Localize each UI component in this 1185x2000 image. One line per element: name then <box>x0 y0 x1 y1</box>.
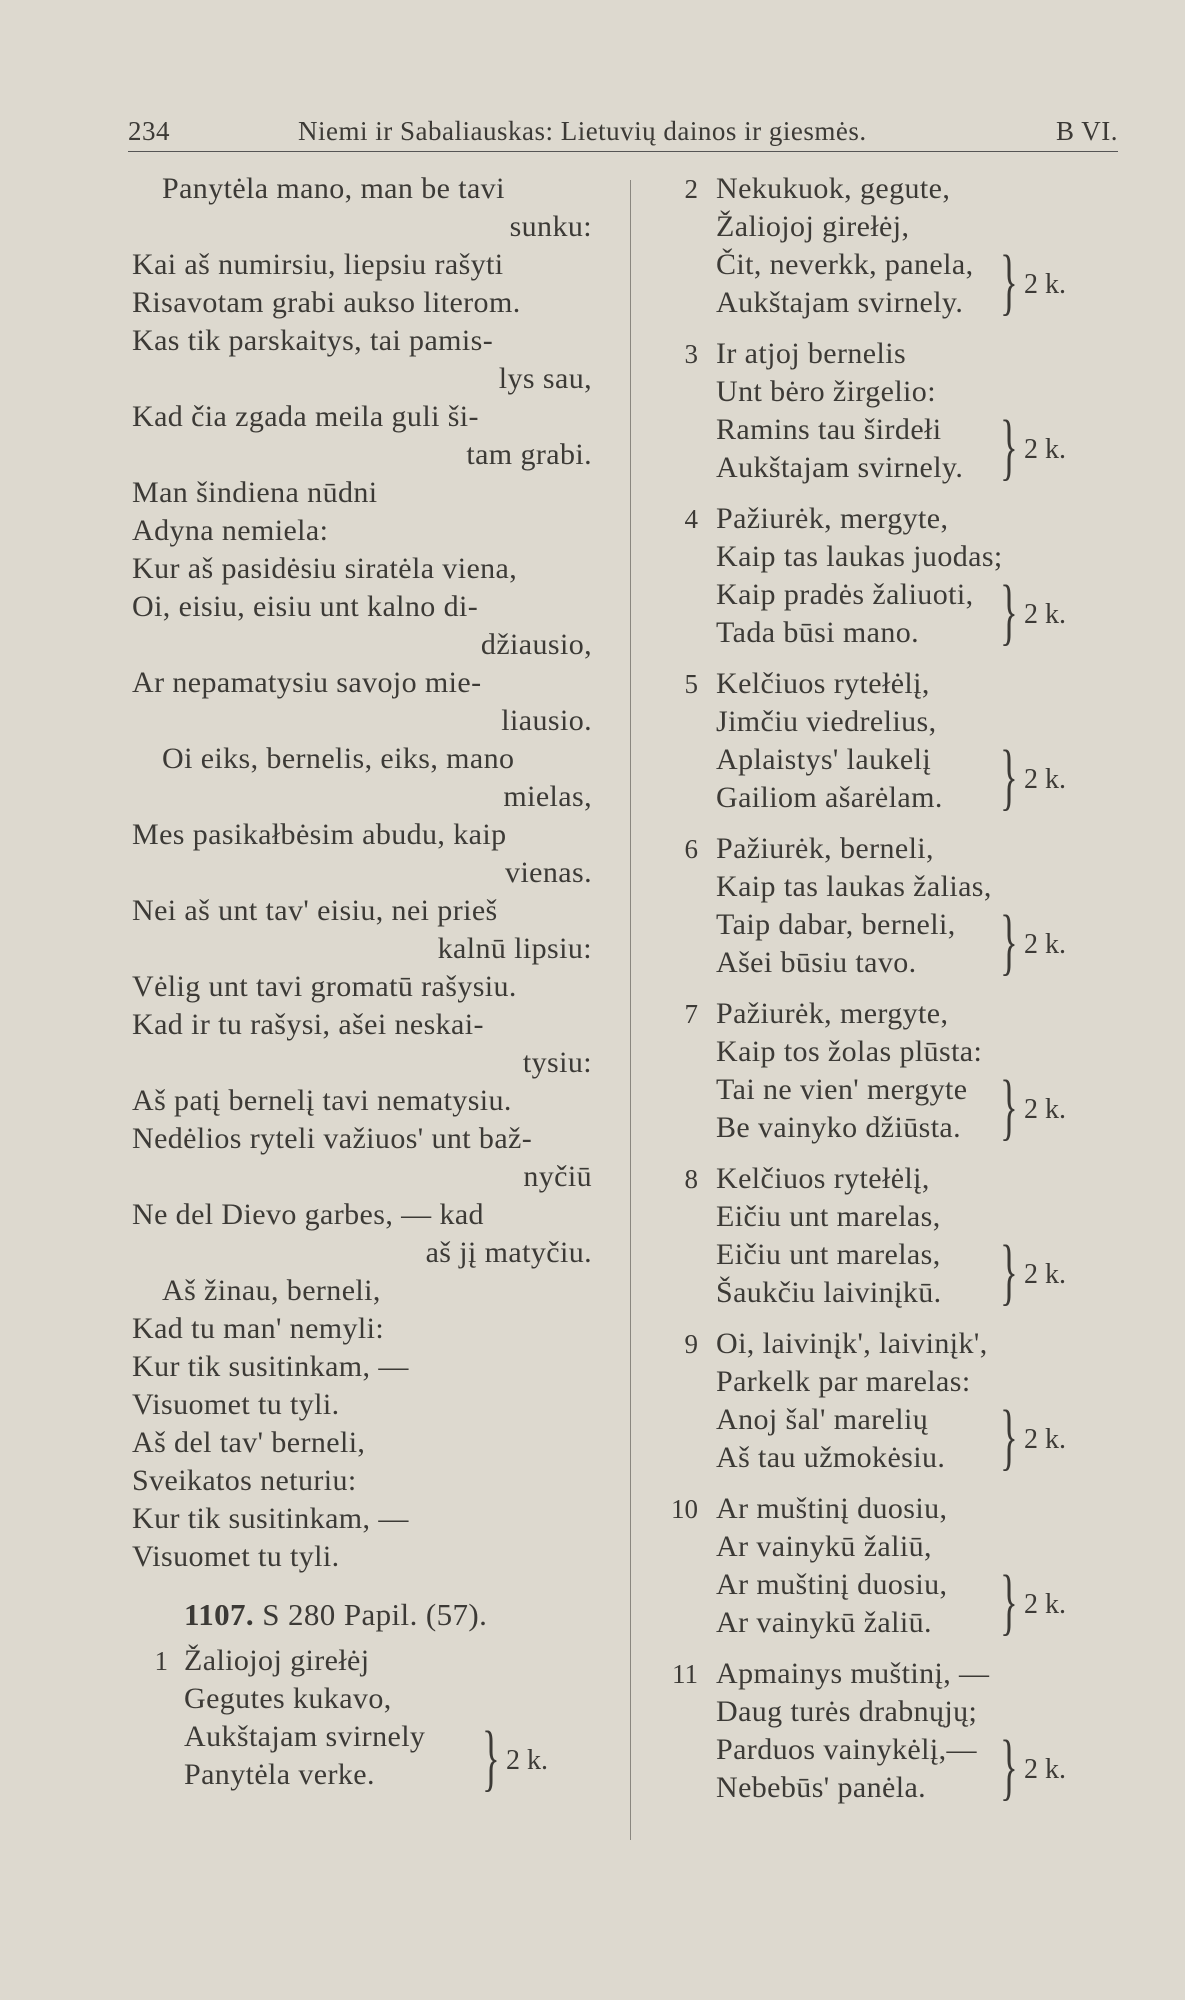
poem-line: Kai aš numirsiu, liepsiu rašyti <box>132 248 504 281</box>
refrain-label: 2 k. <box>1024 1094 1066 1125</box>
stanza-line: Čit, neverkk, panela, <box>716 248 974 281</box>
poem-line: Nedėlios ryteli važiuos' unt baž- <box>132 1122 533 1155</box>
stanza-line: Kelčiuos rytełėlį, <box>716 1162 930 1195</box>
refrain-label: 2 k. <box>1024 929 1066 960</box>
refrain-label: 2 k. <box>1024 1259 1066 1290</box>
poem-line: lys sau, <box>498 362 592 395</box>
brace-icon: } <box>1000 241 1018 323</box>
stanza <box>668 830 1138 982</box>
poem-line: kalnū lipsiu: <box>437 932 592 965</box>
stanza-line: Aukštajam svirnely <box>184 1720 426 1753</box>
poem-line: Visuomet tu tyli. <box>132 1388 340 1421</box>
stanza-number: 10 <box>671 1494 698 1524</box>
poem-line: Aš patį bernelį tavi nematysiu. <box>132 1084 512 1117</box>
brace-icon: } <box>1000 736 1018 818</box>
poem-line: Oi eiks, bernelis, eiks, mano <box>162 742 515 775</box>
stanza-line: Aukštajam svirnely. <box>716 286 964 319</box>
poem-line: Mes pasikałbėsim abudu, kaip <box>132 818 507 851</box>
stanza-line: Apmainys muštinį, — <box>716 1657 990 1690</box>
poem-line: tysiu: <box>522 1046 592 1079</box>
refrain-marker <box>1000 901 1090 983</box>
stanza-number: 9 <box>684 1329 698 1359</box>
page-number: 234 <box>128 116 170 146</box>
stanza-number: 2 <box>684 174 698 204</box>
refrain-marker <box>1000 736 1090 818</box>
stanza-line: Aš tau užmokėsiu. <box>716 1441 946 1474</box>
stanza <box>132 1642 602 1799</box>
stanza <box>668 335 1138 487</box>
stanza-line: Kaip tos žolas plūsta: <box>716 1035 983 1068</box>
poem-line: Kur tik susitinkam, — <box>132 1502 409 1535</box>
refrain-label: 2 k. <box>506 1745 548 1776</box>
stanza-line: Kaip pradės žaliuoti, <box>716 578 974 611</box>
stanza <box>668 1325 1138 1477</box>
stanza-line: Aplaistys' laukelį <box>716 743 932 776</box>
brace-icon: } <box>482 1717 500 1799</box>
refrain-label: 2 k. <box>1024 1754 1066 1785</box>
poem-line: Kur aš pasidėsiu siratėla viena, <box>132 552 518 585</box>
refrain-marker <box>1000 1396 1090 1478</box>
stanza-line: Gailiom ašarėlam. <box>716 781 943 814</box>
stanza-line: Ramins tau širdełi <box>716 413 942 446</box>
stanza-line: Ar muštinį duosiu, <box>716 1492 948 1525</box>
section-label: B VI. <box>1055 116 1118 146</box>
poem-line: Vėlig unt tavi gromatū rašysiu. <box>132 970 517 1003</box>
stanza-line: Be vainyko džiūsta. <box>716 1111 962 1144</box>
stanza-line: Pažiurėk, mergyte, <box>716 997 949 1030</box>
brace-icon: } <box>1000 1561 1018 1643</box>
stanza-line: Ašei būsiu tavo. <box>716 946 917 979</box>
stanza-line: Parkelk par marelas: <box>716 1365 971 1398</box>
poem-line: Nei aš unt tav' eisiu, nei prieš <box>132 894 498 927</box>
poem-line: Man šindiena nūdni <box>132 476 378 509</box>
column-divider <box>630 180 631 1840</box>
refrain-label: 2 k. <box>1024 764 1066 795</box>
stanza-line: Anoj šal' marelių <box>716 1403 929 1436</box>
stanza <box>668 1655 1138 1807</box>
refrain-marker <box>1000 406 1090 488</box>
stanza-line: Ar vainykū žaliū. <box>716 1606 932 1639</box>
poem-line: Visuomet tu tyli. <box>132 1540 340 1573</box>
right-column <box>668 170 1138 1820</box>
stanza-line: Nebebūs' panėla. <box>716 1771 927 1804</box>
song-source: S 280 Papil. (57). <box>262 1597 488 1632</box>
stanza-line: Gegutes kukavo, <box>184 1682 392 1715</box>
running-title: Niemi ir Sabaliauskas: Lietuvių dainos ir giesmės. <box>298 116 867 146</box>
poem-line: Oi, eisiu, eisiu unt kalno di- <box>132 590 479 623</box>
stanza-line: Aukštajam svirnely. <box>716 451 964 484</box>
stanza-line: Kaip tas laukas žalias, <box>716 870 992 903</box>
stanza-line: Parduos vainykėlį,— <box>716 1733 977 1766</box>
stanza-line: Nekukuok, gegute, <box>716 172 951 205</box>
stanza-number: 3 <box>684 339 698 369</box>
brace-icon: } <box>1000 406 1018 488</box>
refrain-label: 2 k. <box>1024 599 1066 630</box>
stanza-line: Tai ne vien' mergyte <box>716 1073 968 1106</box>
song-title <box>184 1596 602 1634</box>
refrain-marker <box>1000 1726 1090 1808</box>
poem-line: Kur tik susitinkam, — <box>132 1350 409 1383</box>
stanza-line: Tada būsi mano. <box>716 616 920 649</box>
refrain-marker <box>1000 1066 1090 1148</box>
poem-line: aš jį matyčiu. <box>425 1236 592 1269</box>
stanza-line: Daug turės drabnųjų; <box>716 1695 978 1728</box>
refrain-marker <box>482 1717 572 1799</box>
stanza-line: Žaliojoj girełėj <box>184 1644 370 1677</box>
stanza-number: 1 <box>154 1646 168 1676</box>
poem-line: sunku: <box>509 210 592 243</box>
brace-icon: } <box>1000 1396 1018 1478</box>
poem-line: Ar nepamatysiu savojo mie- <box>132 666 482 699</box>
refrain-marker <box>1000 571 1090 653</box>
refrain-label: 2 k. <box>1024 1424 1066 1455</box>
poem-line: Aš žinau, berneli, <box>162 1274 381 1307</box>
poem-line: džiausio, <box>480 628 592 661</box>
stanza <box>668 500 1138 652</box>
stanza <box>668 665 1138 817</box>
poem-line: mielas, <box>503 780 592 813</box>
refrain-label: 2 k. <box>1024 1589 1066 1620</box>
poem-line: Risavotam grabi aukso literom. <box>132 286 521 319</box>
refrain-marker <box>1000 241 1090 323</box>
brace-icon: } <box>1000 1066 1018 1148</box>
stanza <box>668 995 1138 1147</box>
poem-line: Panytėla mano, man be tavi <box>162 172 505 205</box>
poem-line: Ne del Dievo garbes, — kad <box>132 1198 484 1231</box>
stanza-line: Pažiurėk, mergyte, <box>716 502 949 535</box>
poem-line: Kad ir tu rašysi, ašei neskai- <box>132 1008 484 1041</box>
stanza-line: Ar muštinį duosiu, <box>716 1568 948 1601</box>
poem-line: Sveikatos neturiu: <box>132 1464 357 1497</box>
poem-line: Kad tu man' nemyli: <box>132 1312 385 1345</box>
stanza-line: Jimčiu viedrelius, <box>716 705 937 738</box>
poem-continuation <box>132 170 602 1576</box>
stanza-number: 11 <box>672 1659 698 1689</box>
poem-line: Aš del tav' berneli, <box>132 1426 366 1459</box>
refrain-label: 2 k. <box>1024 269 1066 300</box>
poem-line: liausio. <box>501 704 592 737</box>
poem-line: Kad čia zgada meila guli ši- <box>132 400 479 433</box>
poem-line: nyčiū <box>523 1160 592 1193</box>
poem-line: vienas. <box>505 856 592 889</box>
poem-line: Adyna nemiela: <box>132 514 329 547</box>
left-column <box>132 170 602 1807</box>
stanza-line: Ar vainykū žaliū, <box>716 1530 932 1563</box>
refrain-marker <box>1000 1561 1090 1643</box>
stanza-line: Kaip tas laukas juodas; <box>716 540 1003 573</box>
stanza-number: 4 <box>684 504 698 534</box>
stanza <box>668 1490 1138 1642</box>
brace-icon: } <box>1000 571 1018 653</box>
running-header <box>128 112 1118 152</box>
refrain-marker <box>1000 1231 1090 1313</box>
stanza-line: Šaukčiu laivinįkū. <box>716 1276 942 1309</box>
stanza-line: Ir atjoj bernelis <box>716 337 907 370</box>
stanza-line: Eičiu unt marelas, <box>716 1238 941 1271</box>
stanza-line: Kelčiuos rytełėlį, <box>716 667 930 700</box>
poem-line: tam grabi. <box>466 438 592 471</box>
stanza-number: 7 <box>684 999 698 1029</box>
stanza-line: Žaliojoj girełėj, <box>716 210 910 243</box>
song-number: 1107. <box>184 1597 255 1632</box>
stanza-line: Panytėla verke. <box>184 1758 375 1791</box>
brace-icon: } <box>1000 901 1018 983</box>
stanza <box>668 1160 1138 1312</box>
stanza-line: Unt bėro žirgelio: <box>716 375 936 408</box>
stanza-line: Eičiu unt marelas, <box>716 1200 941 1233</box>
stanza-line: Oi, laivinįk', laivinįk', <box>716 1327 988 1360</box>
stanza-number: 8 <box>684 1164 698 1194</box>
stanza-line: Pažiurėk, berneli, <box>716 832 934 865</box>
refrain-label: 2 k. <box>1024 434 1066 465</box>
poem-line: Kas tik parskaitys, tai pamis- <box>132 324 494 357</box>
stanza <box>668 170 1138 322</box>
stanza-number: 6 <box>684 834 698 864</box>
brace-icon: } <box>1000 1231 1018 1313</box>
stanza-line: Taip dabar, berneli, <box>716 908 956 941</box>
stanza-number: 5 <box>684 669 698 699</box>
brace-icon: } <box>1000 1726 1018 1808</box>
